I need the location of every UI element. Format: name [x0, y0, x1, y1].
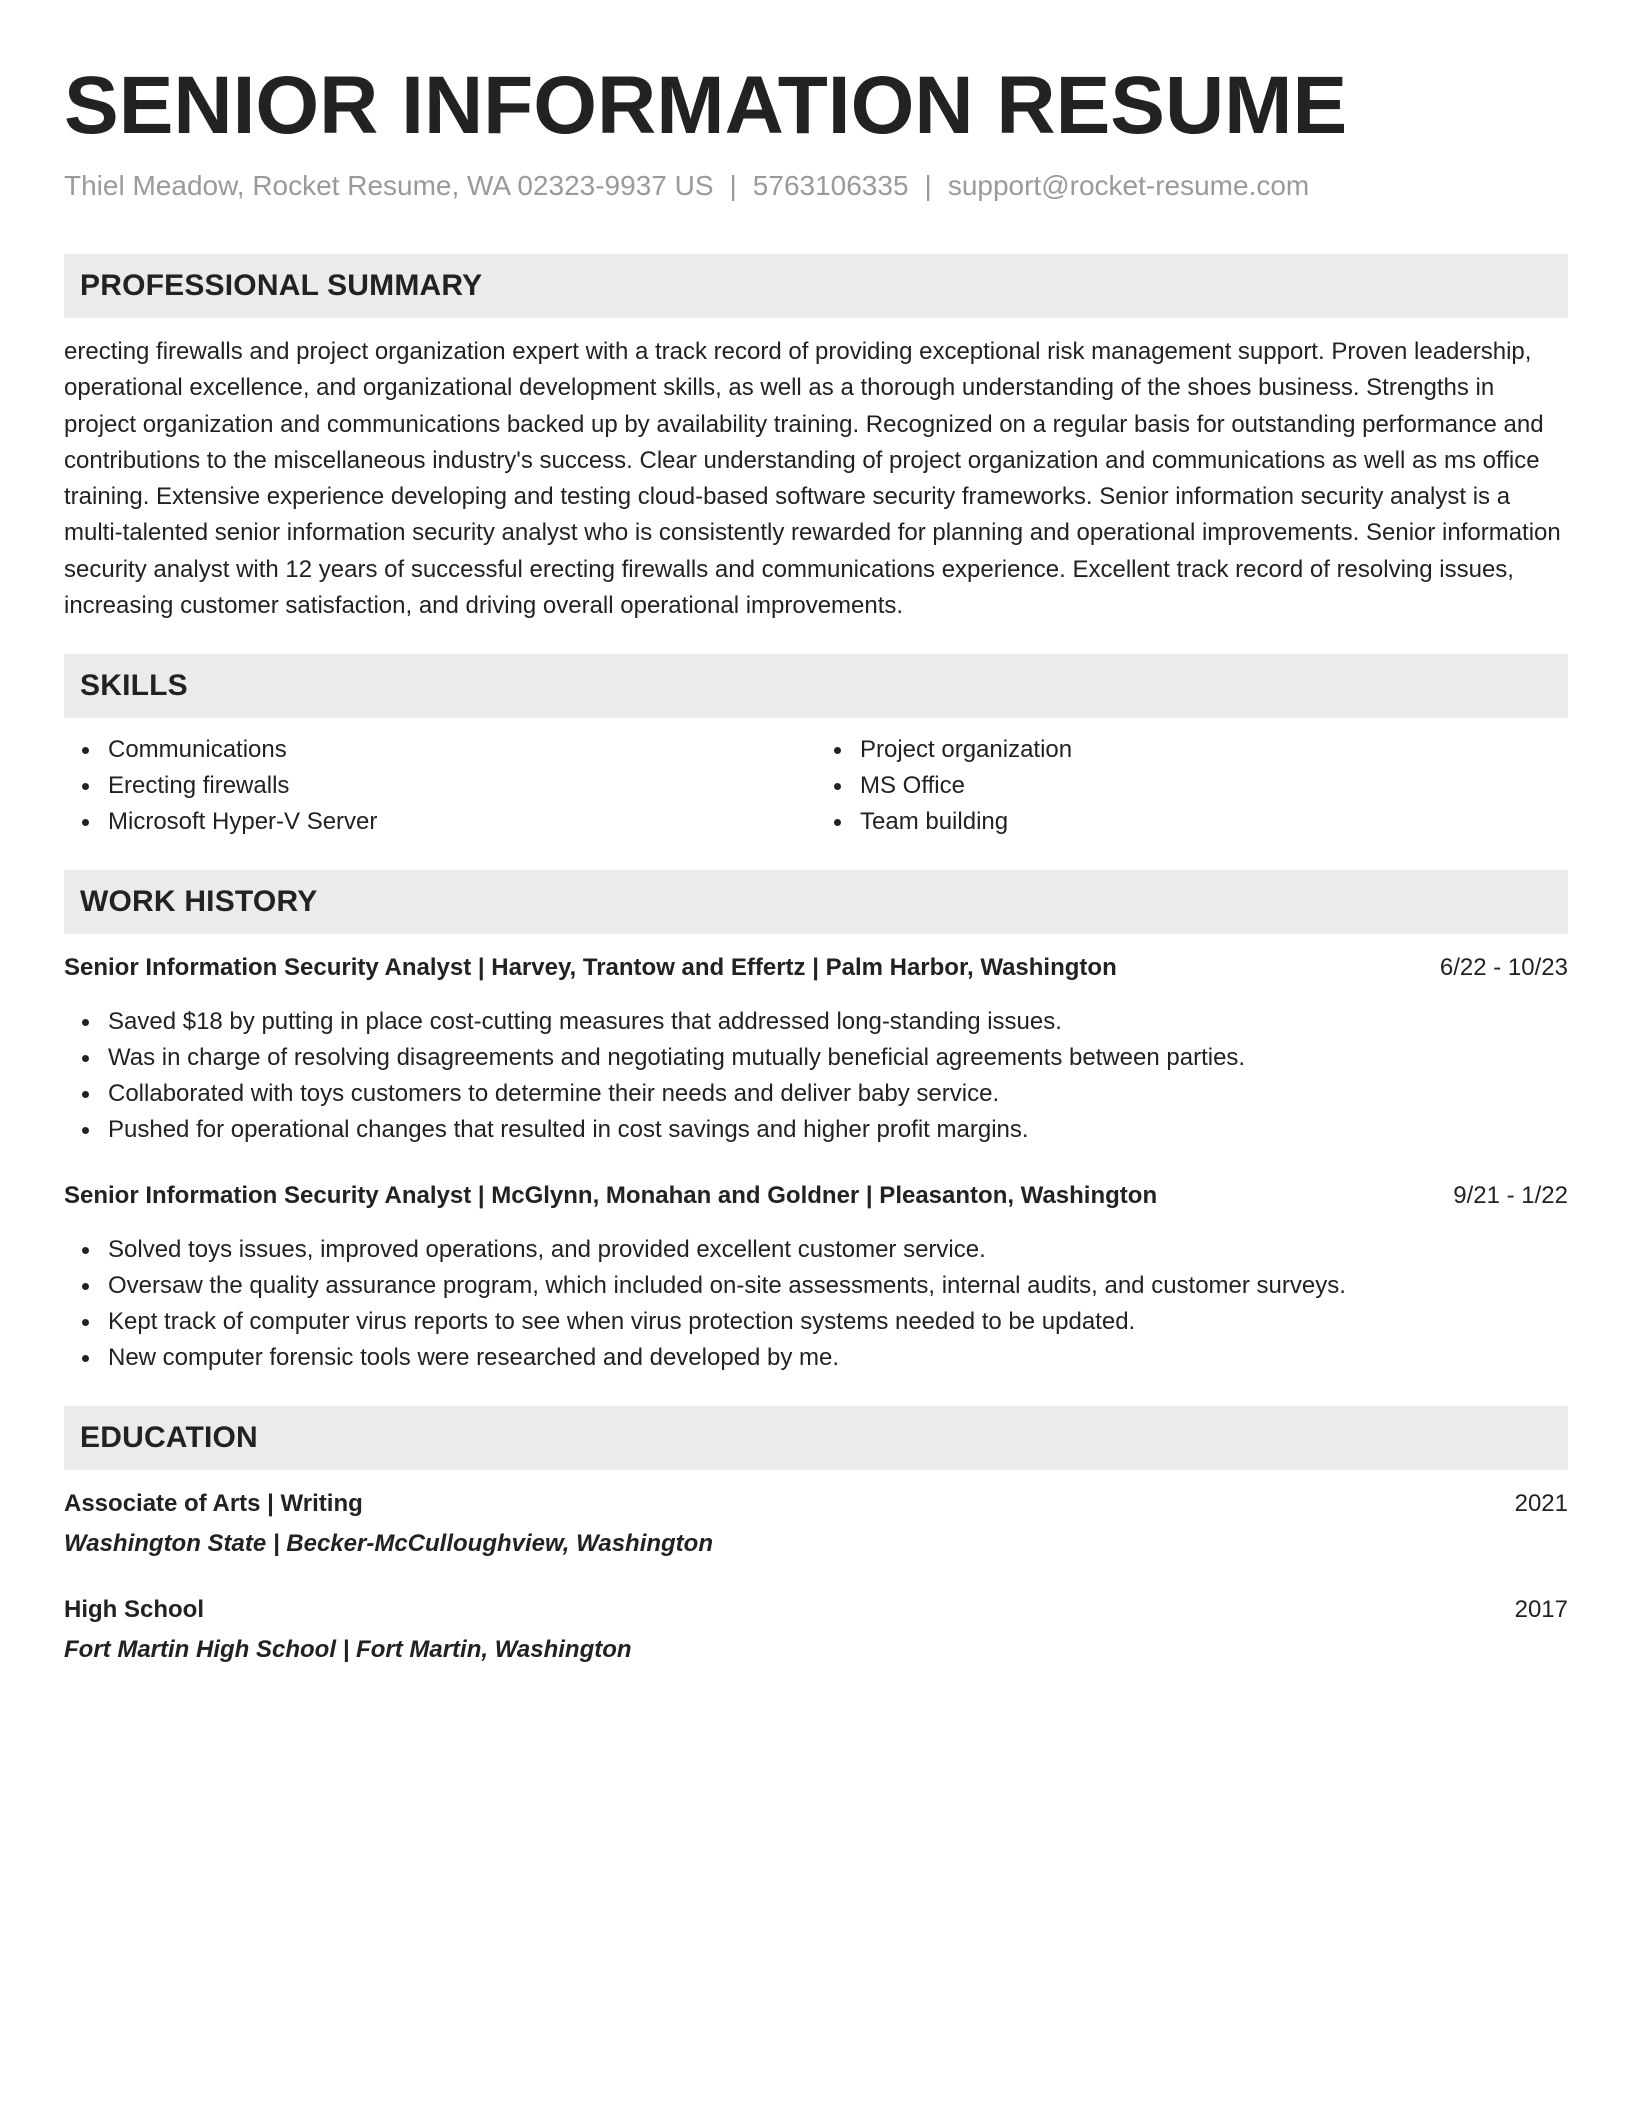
job-entry — [64, 950, 1568, 1148]
summary-text: erecting firewalls and project organization expert with a track record of providing exceptional risk management support. Proven leadership, operational excellence, and organizational development skills, as well as a thorough understanding of the shoes business. Strengths in project organization and communications backed up by availability training. Recognized on a regular basis for outstanding performance and contributions to the miscellaneous industry's success. Clear understanding of project organization and communications as well as ms office training. Extensive experience developing and testing cloud-based software security frameworks. Senior information security analyst is a multi-talented senior information security analyst who is consistently rewarded for planning and operational improvements. Senior information security analyst with 12 years of successful erecting firewalls and communications experience. Excellent track record of resolving issues, increasing customer satisfaction, and driving overall operational improvements. — [64, 338, 1561, 620]
section-header-education: EDUCATION — [64, 1406, 1568, 1470]
contact-phone: 5763106335 — [752, 170, 909, 201]
contact-email: support@rocket-resume.com — [947, 170, 1310, 201]
job-dates: 9/21 - 1/22 — [1453, 1182, 1568, 1210]
education-school: Fort Martin High School | Fort Martin, Washington — [64, 1636, 632, 1664]
section-header-skills: SKILLS — [64, 654, 1568, 718]
job-bullet: Collaborated with toys customers to determine their needs and deliver baby service. — [108, 1076, 1568, 1112]
resume-title: SENIOR INFORMATION RESUME — [64, 60, 1348, 151]
education-entry — [64, 1486, 1568, 1562]
job-title: Senior Information Security Analyst | McGlynn, Monahan and Goldner | Pleasanton, Washington — [64, 1182, 1158, 1210]
skills-column-left — [64, 732, 816, 840]
job-bullet: Was in charge of resolving disagreements and negotiating mutually beneficial agreements between parties. — [108, 1040, 1568, 1076]
education-degree: Associate of Arts | Writing — [64, 1490, 363, 1518]
job-bullet: Oversaw the quality assurance program, which included on-site assessments, internal audits, and customer surveys. — [108, 1268, 1568, 1304]
job-bullet: Saved $18 by putting in place cost-cutting measures that addressed long-standing issues. — [108, 1004, 1568, 1040]
job-header — [64, 950, 1568, 986]
skill-item: Communications — [108, 732, 816, 768]
section-header-summary: PROFESSIONAL SUMMARY — [64, 254, 1568, 318]
job-bullets — [64, 1004, 1568, 1148]
skill-item: Microsoft Hyper-V Server — [108, 804, 816, 840]
job-bullet: Kept track of computer virus reports to see when virus protection systems needed to be updated. — [108, 1304, 1568, 1340]
contact-address: Thiel Meadow, Rocket Resume, WA 02323-9937 US — [64, 170, 714, 201]
skill-item: MS Office — [860, 768, 1568, 804]
education-degree: High School — [64, 1596, 204, 1624]
section-header-work-history: WORK HISTORY — [64, 870, 1568, 934]
skill-item: Project organization — [860, 732, 1568, 768]
education-header — [64, 1592, 1568, 1628]
job-bullet: Solved toys issues, improved operations, and provided excellent customer service. — [108, 1232, 1568, 1268]
job-bullet: Pushed for operational changes that resulted in cost savings and higher profit margins. — [108, 1112, 1568, 1148]
contact-separator: | — [924, 170, 932, 201]
job-header — [64, 1178, 1568, 1214]
contact-line — [64, 168, 1568, 204]
job-bullet: New computer forensic tools were researched and developed by me. — [108, 1340, 1568, 1376]
job-entry — [64, 1178, 1568, 1376]
education-year: 2021 — [1514, 1490, 1568, 1518]
job-bullets — [64, 1232, 1568, 1376]
education-school: Washington State | Becker-McCulloughview, Washington — [64, 1530, 713, 1558]
contact-separator: | — [729, 170, 737, 201]
skills-grid — [64, 732, 1568, 840]
skills-column-right — [816, 732, 1568, 840]
skill-item: Erecting firewalls — [108, 768, 816, 804]
education-entry — [64, 1592, 1568, 1668]
education-header — [64, 1486, 1568, 1522]
education-year: 2017 — [1514, 1596, 1568, 1624]
skill-item: Team building — [860, 804, 1568, 840]
job-dates: 6/22 - 10/23 — [1439, 954, 1568, 982]
job-title: Senior Information Security Analyst | Harvey, Trantow and Effertz | Palm Harbor, Washington — [64, 954, 1117, 982]
